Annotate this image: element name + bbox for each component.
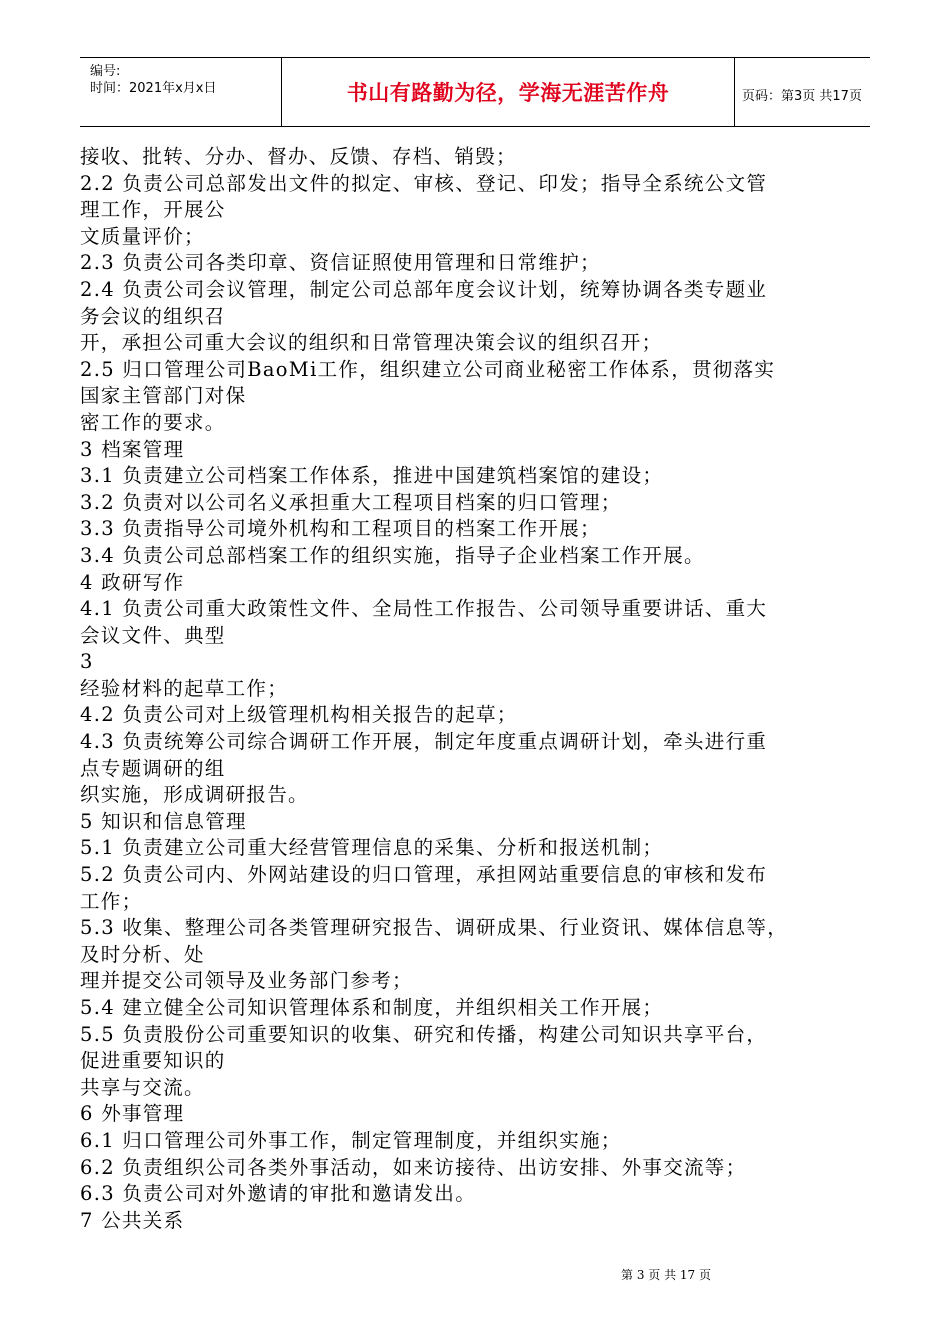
body-text-line: 织实施，形成调研报告。 <box>80 783 309 807</box>
body-text-line: 工作； <box>80 889 143 913</box>
document-time-label: 时间：2021年x月x日 <box>90 81 217 96</box>
body-text-line: 6.2 负责组织公司各类外事活动，如来访接待、出访安排、外事交流等； <box>80 1155 747 1179</box>
body-text-line: 2.4 负责公司会议管理，制定公司总部年度会议计划，统筹协调各类专题业 <box>80 277 768 301</box>
body-text-line: 点专题调研的组 <box>80 756 226 780</box>
body-text-line: 5.3 收集、整理公司各类管理研究报告、调研成果、行业资讯、媒体信息等， <box>80 916 789 940</box>
document-body <box>80 144 880 1234</box>
body-text-line: 会议文件、典型 <box>80 623 226 647</box>
body-text-line: 5.4 建立健全公司知识管理体系和制度，并组织相关工作开展； <box>80 996 664 1019</box>
body-text-line: 2.3 负责公司各类印章、资信证照使用管理和日常维护； <box>80 251 601 275</box>
body-text-line: 3 <box>80 650 94 674</box>
body-text-line: 及时分析、处 <box>80 942 205 966</box>
body-text-line: 6.3 负责公司对外邀请的审批和邀请发出。 <box>80 1182 477 1206</box>
body-text-line: 7 公共关系 <box>80 1208 185 1232</box>
header-motto-cell <box>281 58 735 126</box>
body-text-line: 文质量评价； <box>80 224 205 248</box>
body-text-line: 4.1 负责公司重大政策性文件、全局性工作报告、公司领导重要讲话、重大 <box>80 597 768 621</box>
body-text-line: 3 档案管理 <box>80 437 185 461</box>
body-text-line: 6.1 归口管理公司外事工作，制定管理制度，并组织实施； <box>80 1128 622 1152</box>
body-text-line: 6 外事管理 <box>80 1102 185 1126</box>
body-text-line: 共享与交流。 <box>80 1075 205 1099</box>
page-header <box>80 57 870 127</box>
header-page-cell <box>734 58 870 126</box>
body-text-line: 4 政研写作 <box>80 570 185 594</box>
body-text-line: 2.2 负责公司总部发出文件的拟定、审核、登记、印发；指导全系统公文管 <box>80 171 768 195</box>
body-text-line: 理工作，开展公 <box>80 198 226 222</box>
body-text-line: 4.2 负责公司对上级管理机构相关报告的起草； <box>80 703 518 727</box>
body-text-line: 5 知识和信息管理 <box>80 809 247 833</box>
body-text-line: 理并提交公司领导及业务部门参考； <box>80 969 413 993</box>
header-left-cell <box>80 58 281 126</box>
body-text-line: 3.4 负责公司总部档案工作的组织实施，指导子企业档案工作开展。 <box>80 543 705 567</box>
body-text-line: 经验材料的起草工作； <box>80 676 289 700</box>
body-text-line: 务会议的组织召 <box>80 304 226 328</box>
page-footer: 第 3 页 共 17 页 <box>621 1268 711 1282</box>
body-text-line: 密工作的要求。 <box>80 410 226 434</box>
header-page-code: 页码：第3页 共17页 <box>742 89 862 104</box>
body-text-line: 2.5 归口管理公司BaoMi工作，组织建立公司商业秘密工作体系，贯彻落实 <box>80 357 776 381</box>
body-text-line: 5.2 负责公司内、外网站建设的归口管理，承担网站重要信息的审核和发布 <box>80 863 768 887</box>
body-text-line: 接收、批转、分办、督办、反馈、存档、销毁； <box>80 145 517 168</box>
body-text-line: 3.1 负责建立公司档案工作体系，推进中国建筑档案馆的建设； <box>80 464 664 488</box>
body-text-line: 4.3 负责统筹公司综合调研工作开展，制定年度重点调研计划，牵头进行重 <box>80 730 768 754</box>
body-text-line: 5.5 负责股份公司重要知识的收集、研究和传播，构建公司知识共享平台， <box>80 1022 768 1046</box>
body-text-line: 国家主管部门对保 <box>80 384 247 408</box>
body-text-line: 3.2 负责对以公司名义承担重大工程项目档案的归口管理； <box>80 490 622 514</box>
header-motto: 书山有路勤为径，学海无涯苦作舟 <box>346 81 670 105</box>
body-text-line: 3.3 负责指导公司境外机构和工程项目的档案工作开展； <box>80 517 601 541</box>
body-text-line: 5.1 负责建立公司重大经营管理信息的采集、分析和报送机制； <box>80 836 664 860</box>
body-text-line: 开，承担公司重大会议的组织和日常管理决策会议的组织召开； <box>80 331 663 355</box>
body-text-line: 促进重要知识的 <box>80 1049 226 1073</box>
document-number-label: 编号: <box>90 64 121 79</box>
